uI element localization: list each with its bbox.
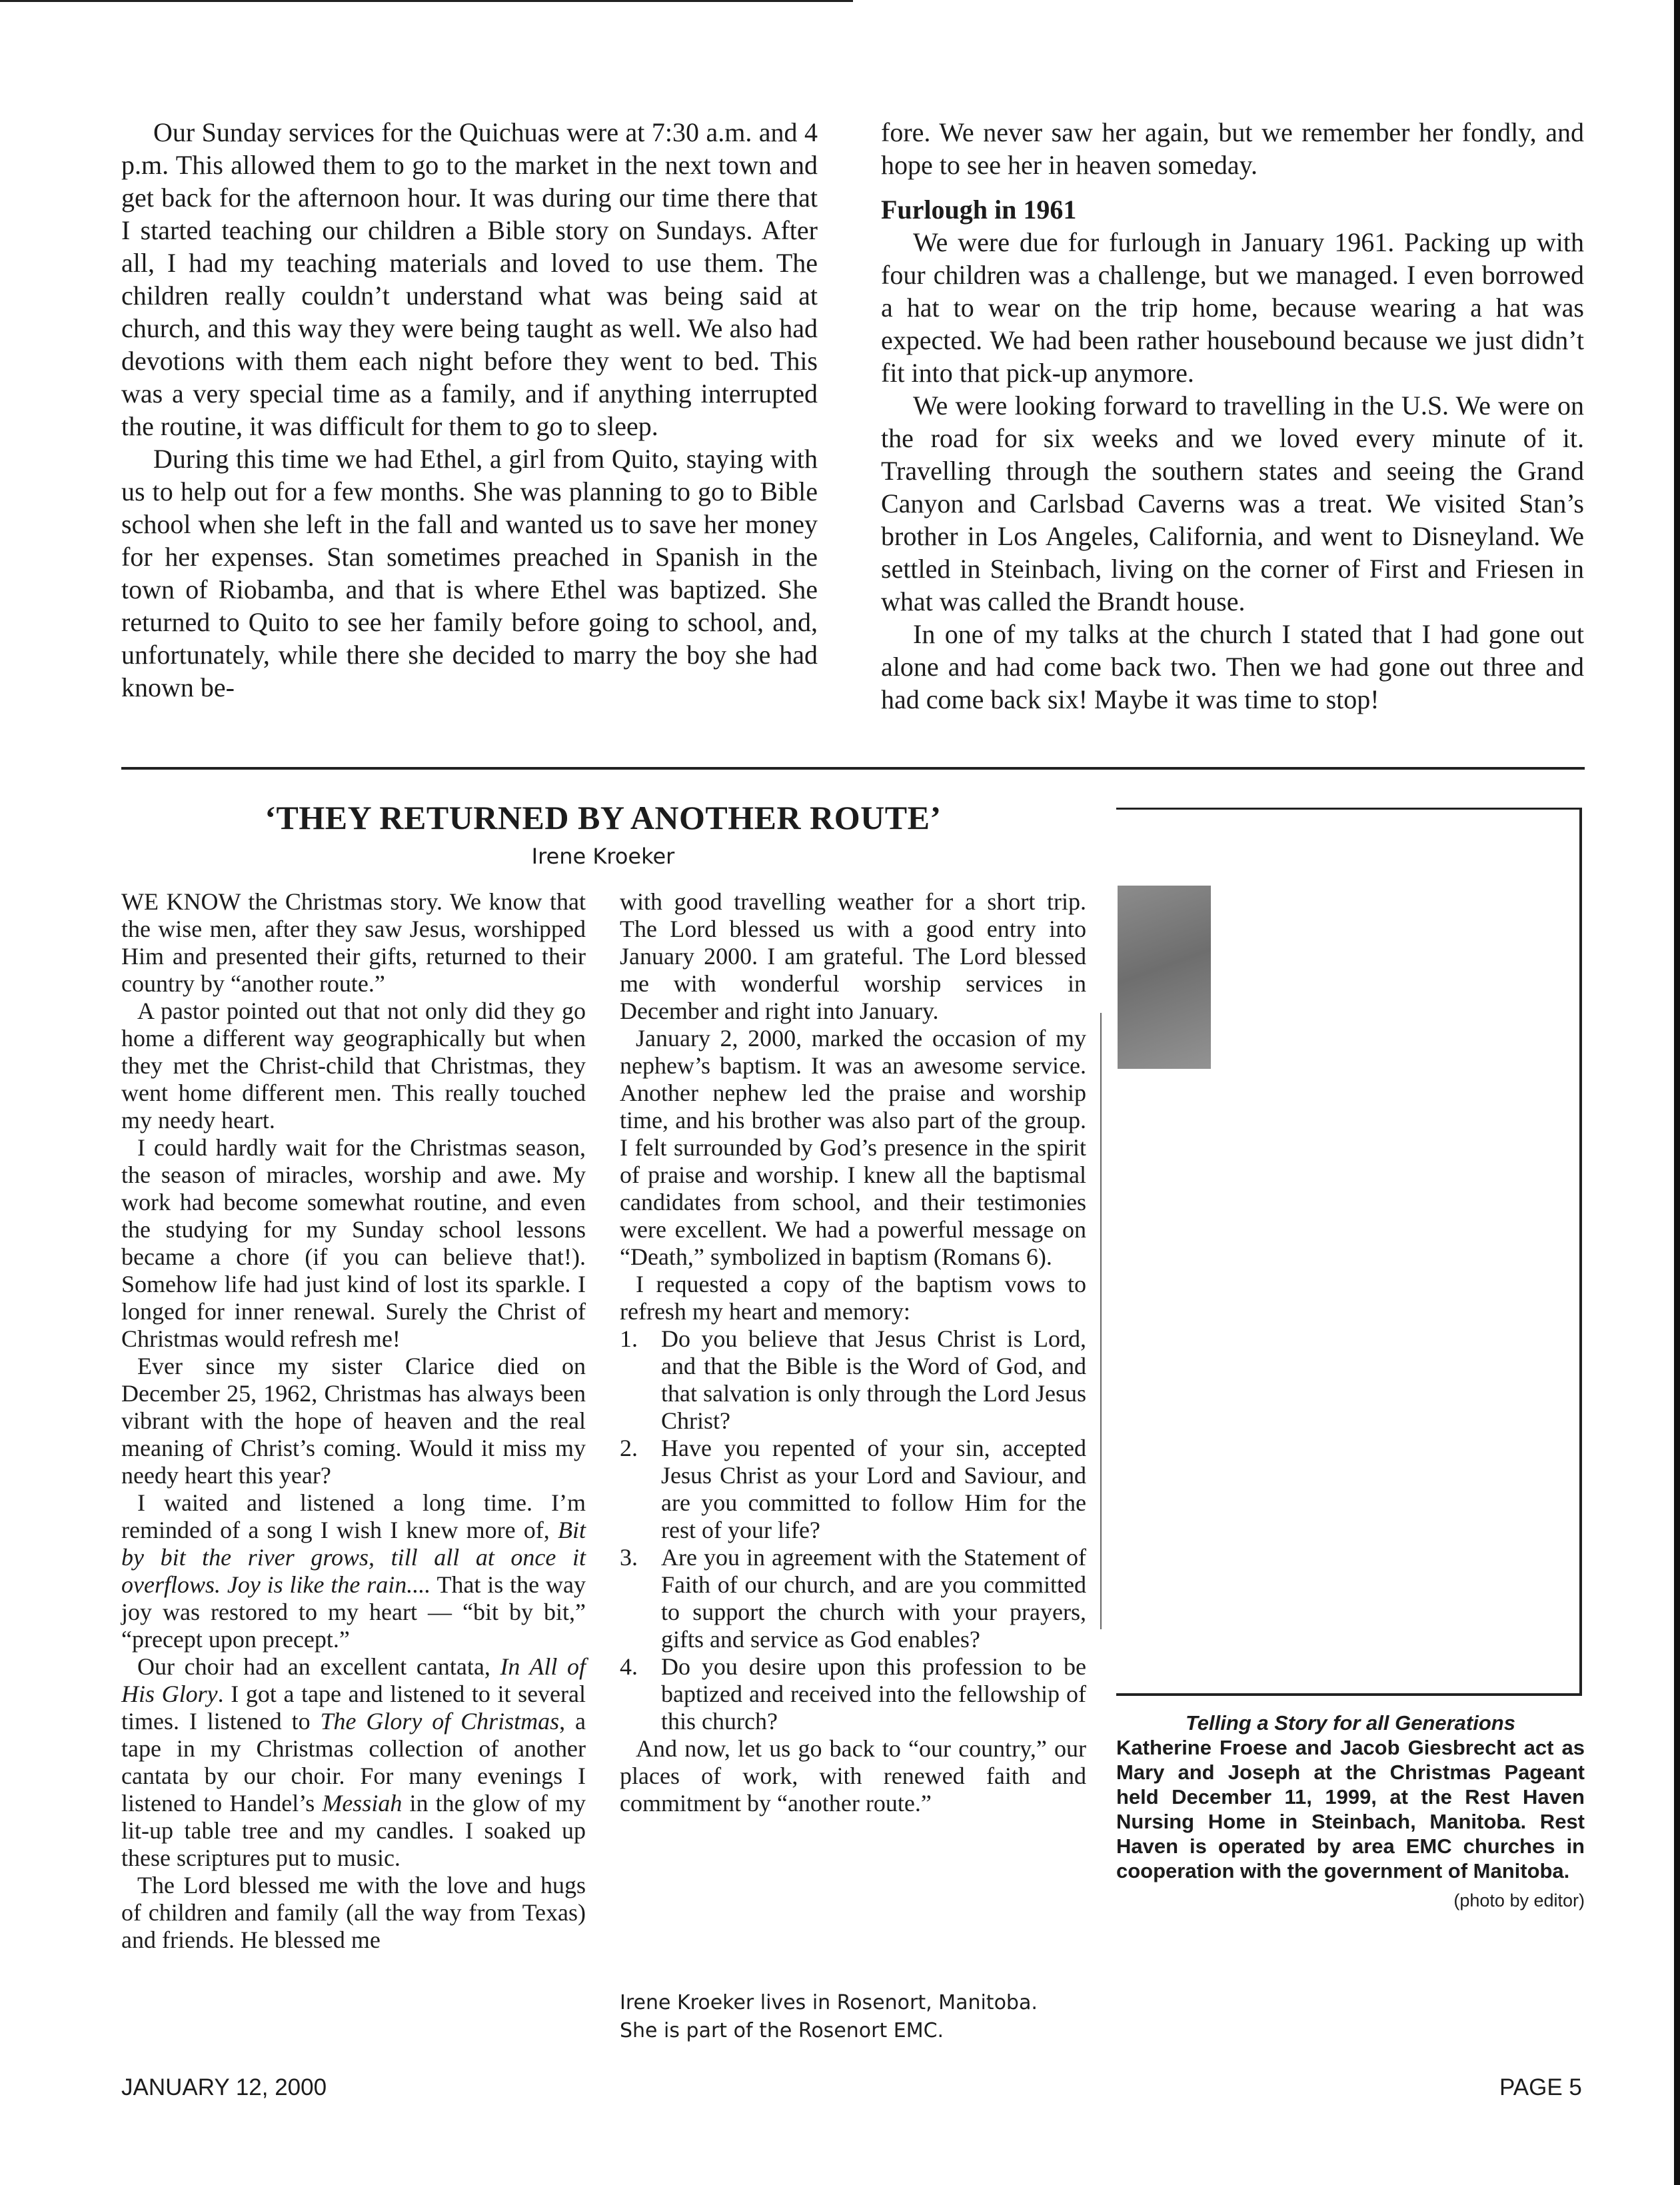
paragraph: January 2, 2000, marked the occasion of my nephew’s baptism. It was an awesome service. Another nephew led the praise and worship time, and his brother was also part of the group. I felt surrounded by God’s presence in the spirit of praise and worship. I knew all the baptismal candidates from school, and their testimonies were excellent. We had a powerful message on “Death,” symbolized in baptism (Romans 6). xyxy=(620,1025,1086,1270)
paragraph: Ever since my sister Clarice died on December 25, 1962, Christmas has always been vibrant with the hope of heaven and the real meaning of Christ’s coming. Would it miss my needy heart this year? xyxy=(121,1353,586,1489)
article-column-2 xyxy=(620,888,1086,1817)
article-byline: Irene Kroeker xyxy=(531,844,675,869)
article-column-1 xyxy=(121,888,586,1954)
cantata-title: In All of His Glory xyxy=(121,1653,586,1707)
paragraph: I requested a copy of the baptism vows to refresh my heart and memory: xyxy=(620,1271,1086,1325)
paragraph: A pastor pointed out that not only did they go home a different way geographically but when they met the Christ-child that Christmas, they went home different men. This really touched my needy heart. xyxy=(121,998,586,1133)
section-heading: Furlough in 1961 xyxy=(881,195,1077,225)
paragraph: We were looking forward to travelling in the U.S. We were on the road for six weeks and we loved every minute of it. Travelling through the southern states and seeing the Grand Canyon and Carlsbad Caverns was a treat. We visited Stan’s brother in Los Angeles, California, and went to Disneyland. We settled in Steinbach, living on the corner of First and Friesen in what was called the Brandt house. xyxy=(881,390,1584,616)
article-title: ‘THEY RETURNED BY ANOTHER ROUTE’ xyxy=(265,799,942,836)
oratorio-title: Messiah xyxy=(322,1790,403,1817)
footer-date: JANUARY 12, 2000 xyxy=(121,2074,327,2100)
paragraph: We were due for furlough in January 1961. Packing up with four children was a challenge, but we managed. I even borrowed a hat to wear on the trip home, because wearing a hat was expected. We had been rather housebound because we just didn’t fit into that pick-up anymore. xyxy=(881,227,1584,388)
paragraph: The Lord blessed me with the love and hugs of children and family (all the way from Texas) and friends. He blessed me xyxy=(121,1872,586,1953)
article-top-left-column xyxy=(121,116,818,704)
caption-title: Telling a Story for all Generations xyxy=(1186,1711,1515,1735)
column-rule xyxy=(1100,1013,1102,1629)
list-item: 3. Are you in agreement with the Statement of Faith of our church, and are you committed to support the church with your prayers, gifts and service as God enables? xyxy=(620,1544,1086,1653)
paragraph: And now, let us go back to “our country,” our places of work, with renewed faith and commitment by “another route.” xyxy=(620,1735,1086,1817)
list-item: 2. Have you repented of your sin, accepted Jesus Christ as your Lord and Saviour, and are you committed to follow Him for the rest of your life? xyxy=(620,1435,1086,1543)
paragraph: During this time we had Ethel, a girl from Quito, staying with us to help out for a few months. She was planning to go to Bible school when she left in the fall and wanted us to save her money for her expenses. Stan sometimes preached in Spanish in the town of Riobamba, and that is where Ethel was baptized. She returned to Quito to see her family before going to school, and, unfortunately, while there she decided to marry the boy she had known be- xyxy=(121,444,818,702)
paragraph: In one of my talks at the church I stated that I had gone out alone and had come back two. Then we had gone out three and had come back six! Maybe it was time to stop! xyxy=(881,619,1584,714)
photo xyxy=(1118,886,1211,1069)
baptism-vows-list xyxy=(620,1325,1086,1735)
author-bio: Irene Kroeker lives in Rosenort, Manitoba. She is part of the Rosenort EMC. xyxy=(620,1991,1038,2042)
tape-title: The Glory of Christmas xyxy=(320,1708,560,1735)
paragraph: Our choir had an excellent cantata, In All of His Glory. I got a tape and listened to it several times. I listened to The Glory of Christmas, a tape in my Christmas collection of another cantata by our choir. For many evenings I listened to Handel’s Messiah in the glow of my lit-up table tree and my candles. I soaked up these scriptures put to music. xyxy=(121,1653,586,1871)
top-rule xyxy=(0,0,853,2)
page-edge-shadow xyxy=(1674,0,1680,2185)
paragraph: I could hardly wait for the Christmas season, the season of miracles, worship and awe. My work had become somewhat routine, and even the studying for my Sunday school lessons became a chore (if you can believe that!). Somehow life had just kind of lost its sparkle. I longed for inner renewal. Surely the Christ of Christmas would refresh me! xyxy=(121,1134,586,1352)
paragraph: WE KNOW the Christmas story. We know that the wise men, after they saw Jesus, worshipped Him and presented their gifts, returned to their country by “another route.” xyxy=(121,888,586,997)
section-divider xyxy=(121,767,1585,770)
song-lyric: Bit by bit the river grows, till all at once it overflows. Joy is like the rain.... xyxy=(121,1517,586,1598)
footer-page-number: PAGE 5 xyxy=(1499,2074,1582,2100)
photo-credit: (photo by editor) xyxy=(1453,1890,1585,1910)
article-top-right-column xyxy=(881,116,1584,716)
paragraph: I waited and listened a long time. I’m reminded of a song I wish I knew more of, Bit by bit the river grows, till all at once it overflows. Joy is like the rain.... That is the way joy was restored to my heart — “bit by bit,” “precept upon precept.” xyxy=(121,1489,586,1653)
list-item: 4. Do you desire upon this profession to be baptized and received into the fellowship of this church? xyxy=(620,1653,1086,1735)
caption-body: Katherine Froese and Jacob Giesbrecht act as Mary and Joseph at the Christmas Pageant held December 11, 1999, at the Rest Haven Nursing Home in Steinbach, Manitoba. Rest Haven is operated by area EMC churches in cooperation with the government of Manitoba. xyxy=(1116,1736,1585,1882)
photo-caption xyxy=(1116,1711,1585,1913)
paragraph: Our Sunday services for the Quichuas were at 7:30 a.m. and 4 p.m. This allowed them to go to the market in the next town and get back for the afternoon hour. It was during our time there that I started teaching our children a Bible story on Sundays. After all, I had my teaching materials and loved to use them. The children really couldn’t understand what was being said at church, and this way they were being taught as well. We also had devotions with them each night before they went to bed. This was a very special time as a family, and if anything interrupted the routine, it was difficult for them to go to sleep. xyxy=(121,117,818,441)
paragraph: fore. We never saw her again, but we remember her fondly, and hope to see her in heaven someday. xyxy=(881,117,1584,180)
paragraph: with good travelling weather for a short trip. The Lord blessed us with a good entry into January 2000. I am grateful. The Lord blessed me with wonderful worship services in December and right into January. xyxy=(620,888,1086,1024)
list-item: 1. Do you believe that Jesus Christ is Lord, and that the Bible is the Word of God, and that salvation is only through the Lord Jesus Christ? xyxy=(620,1325,1086,1434)
